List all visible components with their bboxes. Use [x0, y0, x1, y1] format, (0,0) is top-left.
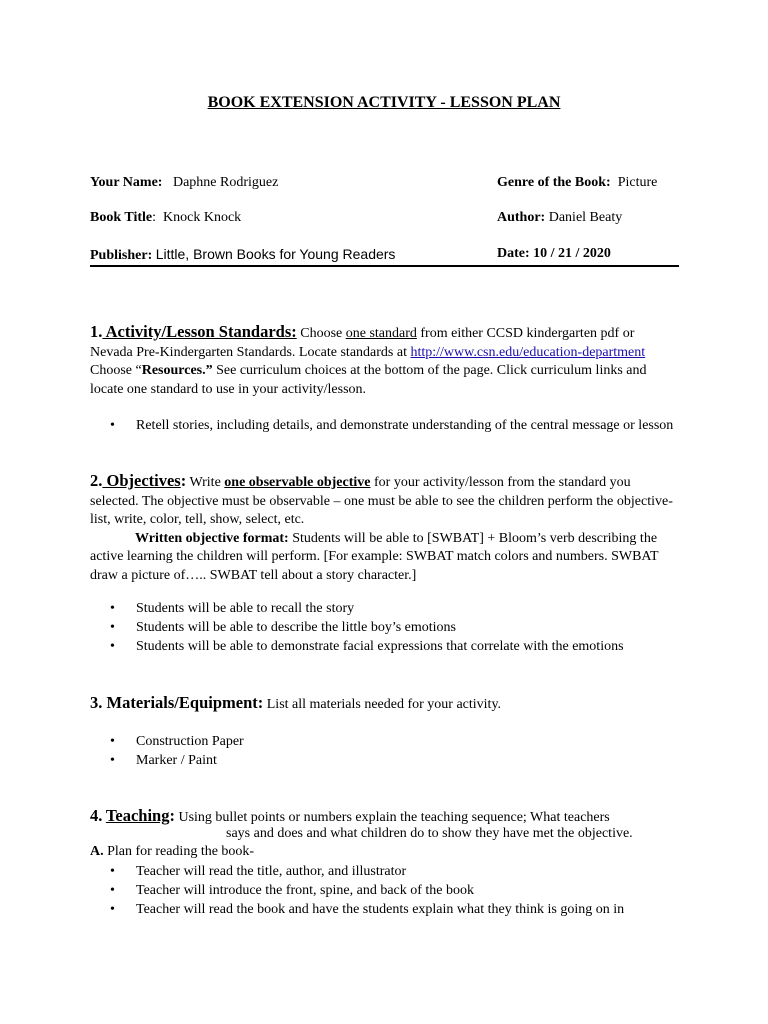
section-4-number: 4. — [90, 806, 103, 825]
publisher-label: Publisher: — [90, 248, 153, 263]
list-item: • Construction Paper — [90, 732, 690, 751]
book-title-label: Book Title — [90, 210, 153, 225]
written-objective-format-text: Students will be able to [SWBAT] + Bloom’s verb describing the active learning the children will perform. [For example: SWBAT match colors and numbers. SWBAT draw a picture of….. SWBAT tell about a story character.] — [90, 530, 659, 583]
plan-a-text: Plan for reading the book- — [103, 844, 255, 859]
section-4-text: Using bullet points or numbers explain the teaching sequence; What teachers — [174, 810, 610, 825]
book-title-field — [90, 210, 241, 226]
section-2-text-2: for your activity/lesson from the standard you selected. The objective must be observable – one must be able to see the children perform the objective- list, write, color, tell, show, select, etc. — [90, 475, 673, 527]
publisher-field — [90, 246, 395, 264]
book-title-colon: : — [152, 210, 157, 225]
list-item: • Teacher will read the title, author, and illustrator — [90, 862, 730, 881]
section-3-colon: : — [257, 693, 264, 712]
list-item: • Retell stories, including details, and demonstrate understanding of the central message or lesson — [90, 416, 690, 435]
author-value: Daniel Beaty — [548, 210, 623, 225]
list-item: • Students will be able to recall the story — [90, 599, 710, 618]
date-value: 10 / 21 / 2020 — [533, 246, 611, 261]
section-2-heading: Objectives — [102, 471, 181, 490]
section-1-heading: Activity/Lesson Standards: — [102, 322, 297, 341]
publisher-value: Little, Brown Books for Young Readers — [155, 246, 396, 262]
list-item: • Teacher will read the book and have the students explain what they think is going on in — [90, 900, 730, 919]
genre-label: Genre of the Book: — [497, 175, 611, 190]
section-3-number: 3. — [90, 693, 103, 712]
section-4-text-continued: says and does and what children do to show they have met the objective. — [226, 826, 633, 841]
author-field — [497, 210, 622, 226]
plan-a — [90, 844, 254, 860]
section-1-text: Choose — [296, 326, 346, 341]
observable-objective-emphasis: one observable objective — [224, 475, 371, 490]
section-4-teaching — [90, 806, 610, 826]
section-2-text: Write — [186, 475, 225, 490]
author-label: Author: — [497, 210, 546, 225]
section-2-colon: : — [180, 471, 187, 490]
objectives-list — [90, 599, 710, 656]
section-1-number: 1. — [90, 322, 103, 341]
date-label: Date: — [497, 246, 530, 261]
section-3-heading: Materials/Equipment — [102, 693, 258, 712]
written-objective-format-label: Written objective format: — [135, 530, 289, 546]
list-item: • Students will be able to demonstrate facial expressions that correlate with the emotions — [90, 637, 710, 656]
list-item: • Marker / Paint — [90, 751, 690, 770]
standards-list — [90, 416, 690, 435]
section-4-colon: : — [169, 806, 175, 825]
section-3-materials — [90, 694, 680, 715]
list-item: • Teacher will introduce the front, spine, and back of the book — [90, 881, 730, 900]
book-title-value: Knock Knock — [163, 210, 242, 225]
section-2-number: 2. — [90, 471, 103, 490]
csn-education-link[interactable]: http://www.csn.edu/education-department — [410, 344, 646, 360]
plan-a-label: A. — [90, 844, 104, 859]
genre-field — [497, 175, 657, 191]
your-name-value: Daphne Rodriguez — [172, 175, 279, 190]
section-2-objectives — [90, 472, 680, 585]
your-name-label: Your Name: — [90, 175, 163, 190]
your-name-field — [90, 175, 278, 191]
date-field — [497, 246, 611, 262]
section-1-text-2: from either CCSD kindergarten pdf or Nevada Pre-Kindergarten Standards. Locate standards at — [90, 326, 635, 360]
section-4-heading: Teaching — [105, 806, 170, 825]
section-1-text-3: Choose “ — [90, 363, 142, 378]
section-1-text-4: See curriculum choices at the bottom of the page. Click curriculum links and locate one standard to use in your activity/lesson. — [90, 363, 647, 397]
materials-list — [90, 732, 690, 770]
resources-emphasis: Resources.” — [141, 363, 213, 378]
genre-value: Picture — [617, 175, 658, 190]
header-divider — [90, 265, 679, 267]
document-title: BOOK EXTENSION ACTIVITY - LESSON PLAN — [207, 94, 561, 111]
one-standard-emphasis: one standard — [345, 326, 417, 341]
teaching-list — [90, 862, 730, 919]
section-3-text: List all materials needed for your activity. — [263, 697, 502, 712]
list-item: • Students will be able to describe the little boy’s emotions — [90, 618, 710, 637]
section-1-standards — [90, 323, 680, 399]
